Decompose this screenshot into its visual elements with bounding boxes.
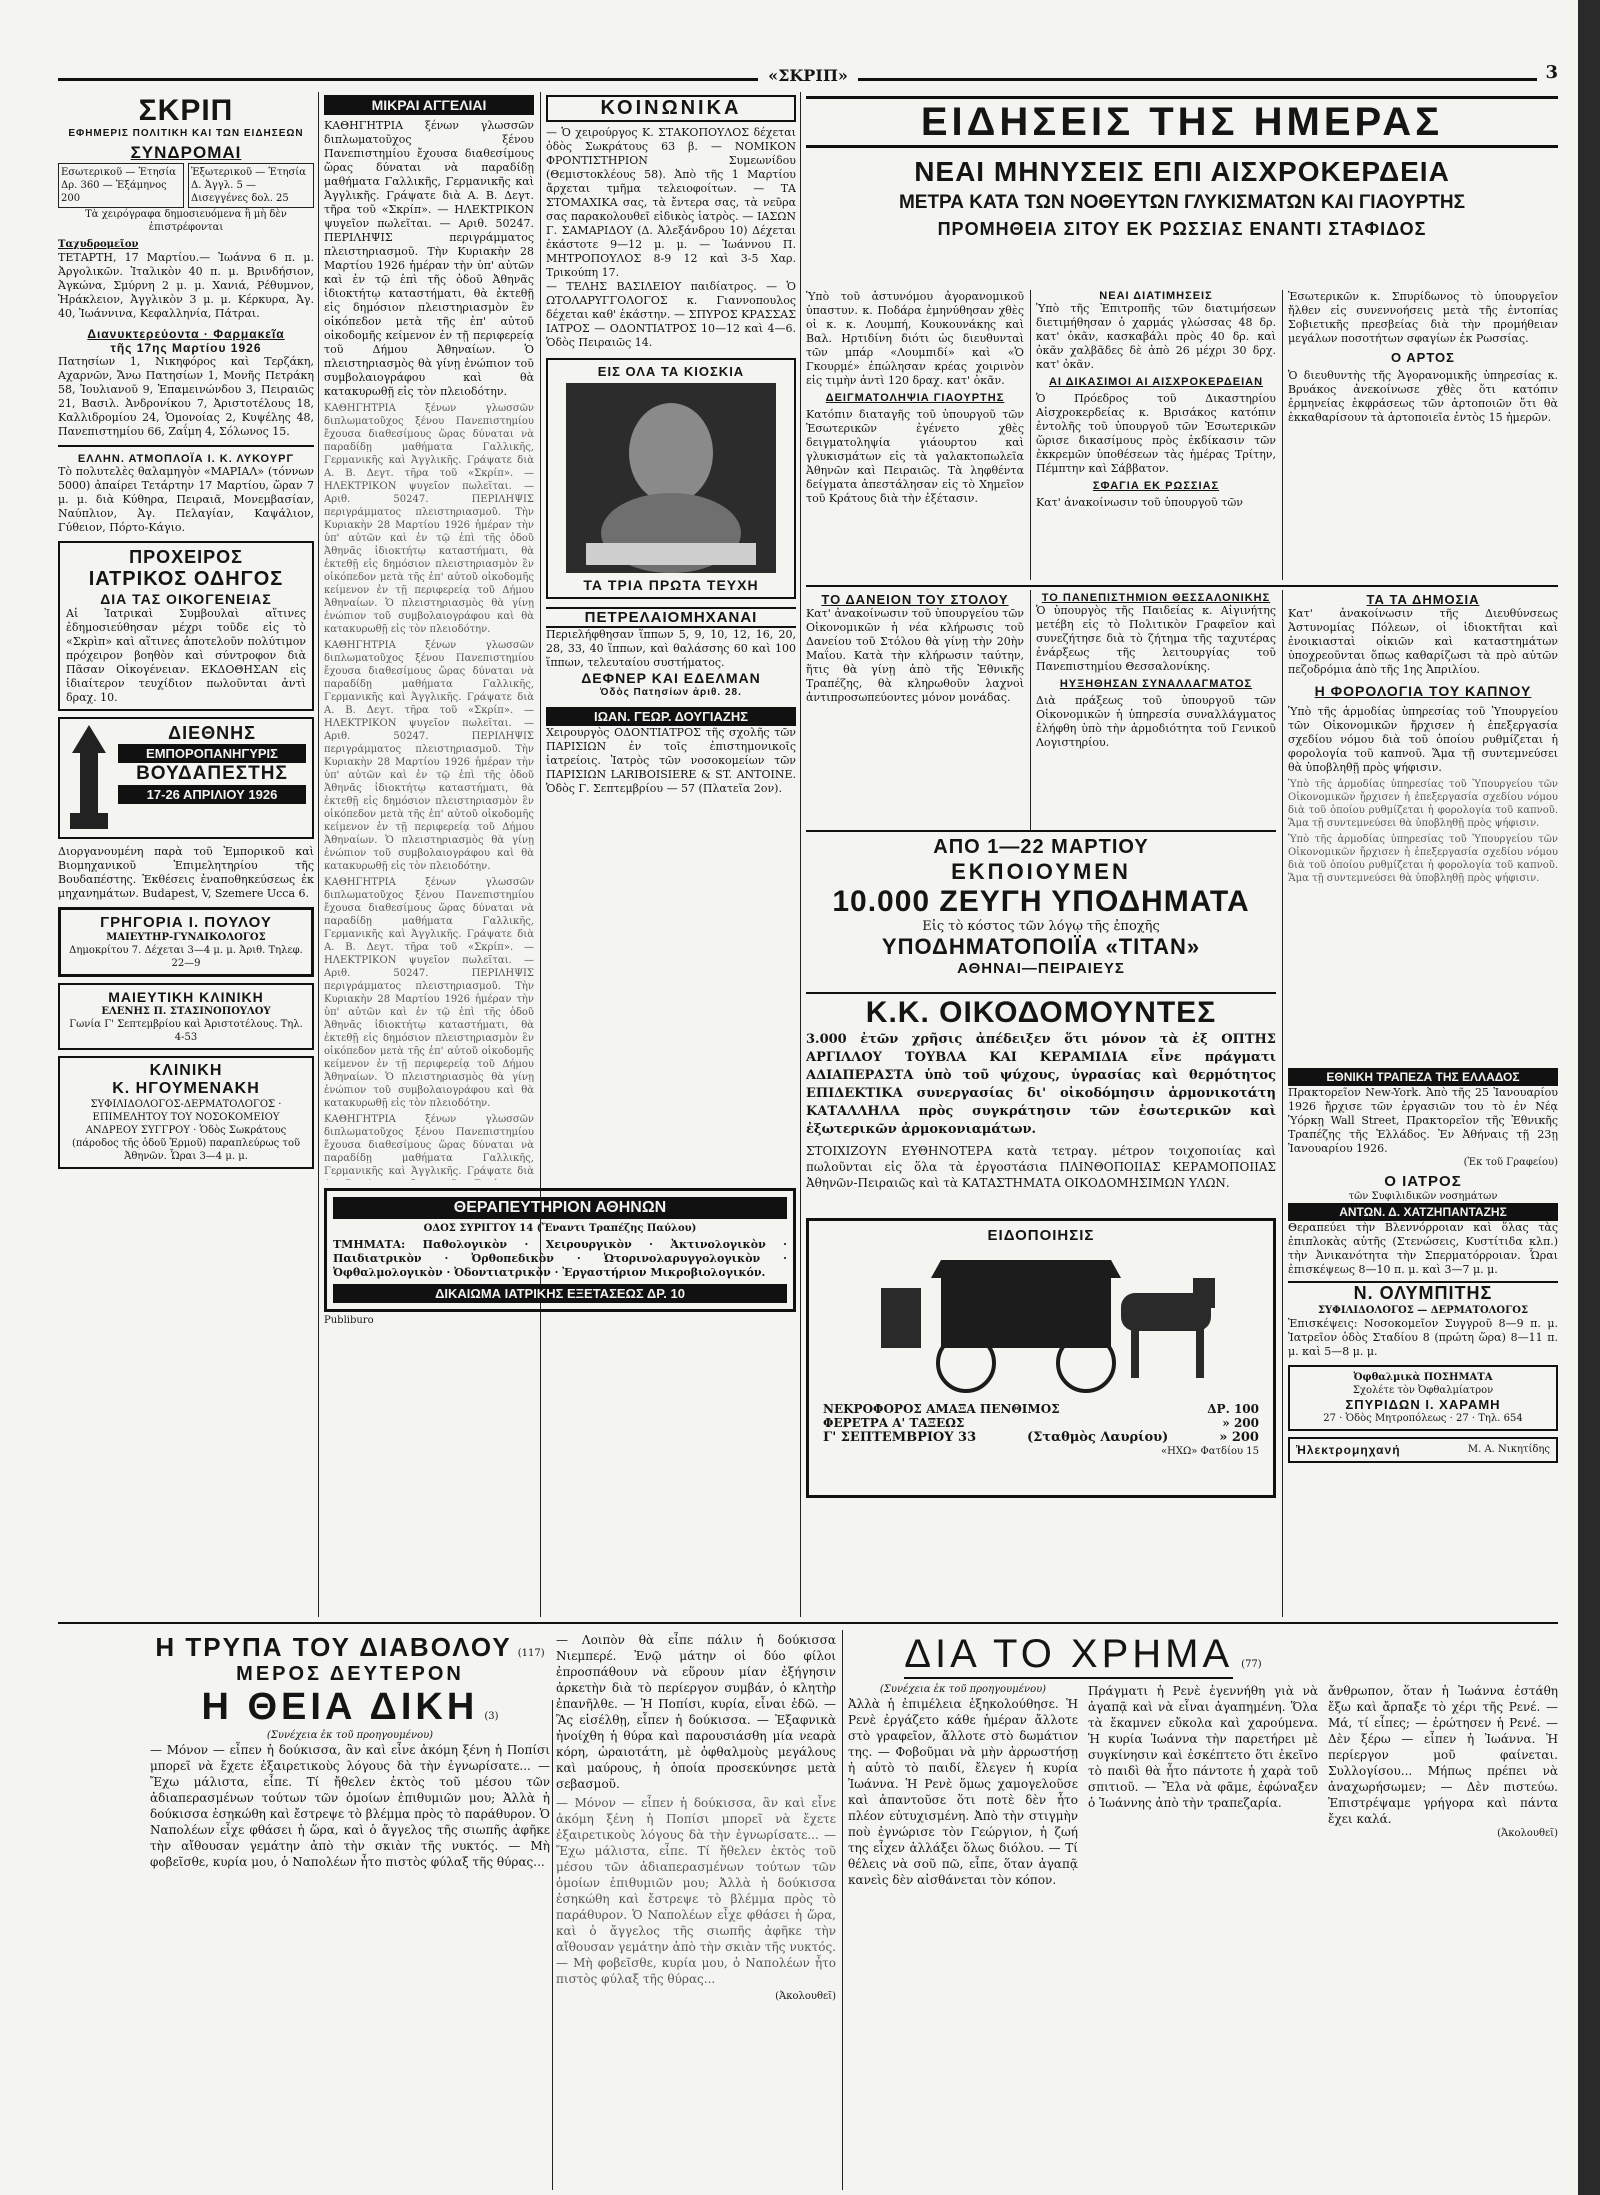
- column-1: [58, 95, 314, 1615]
- column-rule: [842, 1630, 843, 2190]
- sidewalks-text: Κατ' ἀνακοίνωσιν τῆς Διευθύνσεως Ἀστυνομίας Πόλεων, οἱ ἰδιοκτῆται καὶ ἐνοικιασταὶ οἰκιῶν καὶ καταστημάτων ὑποχρεοῦνται ὅπως καθαρίζωσι τὰ πρὸ αὐτῶν πεζοδρόμια ἀπὸ τῆς 1ης Ἀπριλίου.: [1288, 607, 1558, 676]
- doctor-text: Θεραπεύει τὴν Βλεννόρροιαν καὶ ὅλας τὰς ἐπιπλοκὰς αὐτῆς (Στενώσεις, Κυστίτιδα κλπ.) τὴν Ἀνικανότητα τὴν Σπερματόρροιαν. Ὧραι ἐπισκέψεως 8—10 π. μ. καὶ 3—7 μ. μ.: [1288, 1221, 1558, 1276]
- divider: [58, 445, 314, 447]
- column-rule: [1282, 590, 1283, 1617]
- right-ads-column: [1288, 1068, 1558, 1613]
- fleet-loan-heading: ΤΟ ΔΑΝΕΙΟΝ ΤΟΥ ΣΤΟΛΟΥ: [821, 592, 1009, 607]
- therapy-fee: ΔΙΚΑΙΩΜΑ ΙΑΤΡΙΚΗΣ ΕΞΕΤΑΣΕΩΣ ΔΡ. 10: [333, 1284, 787, 1303]
- tobacco-tax-heading: Η ΦΟΡΟΛΟΓΙΑ ΤΟΥ ΚΑΠΝΟΥ: [1314, 683, 1532, 699]
- feuilleton2-col-c: [1328, 1683, 1558, 1888]
- clinic2-heading: ΚΛΙΝΙΚΗ: [149, 1062, 223, 1079]
- shoes-heading-2: 10.000 ΖΕΥΓΗ ΥΠΟΔΗΜΑΤΑ: [832, 885, 1250, 918]
- therapy-ad: [324, 1188, 796, 1312]
- clinic2-name: Κ. ΗΓΟΥΜΕΝΑΚΗ: [112, 1080, 260, 1097]
- therapy-heading: ΘΕΡΑΠΕΥΤΗΡΙΟΝ ΑΘΗΝΩΝ: [333, 1197, 787, 1219]
- small-ads-text: ΚΑΘΗΓΗΤΡΙΑ ξένων γλωσσῶν διπλωματοῦχος ξένου Πανεπιστημίου ἔχουσα διαθεσίμους ὥρας δύναται νὰ παραδίδῃ μαθήματα Γαλλικῆς, Γερμανικῆς καὶ Ἀγγλικῆς. Γράψατε διὰ Α. Β. Δεγτ. τῆρα τοῦ «Σκρίπ». — ΗΛΕΚΤΡΙΚΟΝ ψυγεῖον πωλεῖται. — Αριθ. 50247. ΠΕΡΙΛΗΨΙΣ περιγράμματος πλειστηριασμοῦ. Τὴν Κυριακὴν 28 Μαρτίου 1926 ἡμέραν τὴν ὑπ' αὐτῶν καὶ ἐν τῷ ἐπὶ τῆς ὁδοῦ Ἀθηνᾶς ἰδιοκτήτῳ καταστήματι, θὰ ἐκτεθῇ εἰς δημόσιον πλειστηριασμὸν ἓν οἰκόπεδον μετὰ τῆς ἐπ' αὐτοῦ οἰκοδομῆς κείμενον ἐν τῇ περιφερείᾳ τοῦ Δήμου Ἀθηναίων. Ὁ πλειστηριασμὸς θὰ γίνῃ ἐνώπιον τοῦ συμβολαιογράφου καὶ θὰ κατακυρωθῇ εἰς τὸν πλειοδότην.: [324, 119, 534, 398]
- shoes-brand: ΥΠΟΔΗΜΑΤΟΠΟΙΪΑ «TITAN»: [881, 934, 1201, 959]
- hearse-footer: «ΗΧΩ» Φατδίου 15: [1161, 1446, 1259, 1457]
- page-number: 3: [1537, 62, 1558, 83]
- maternity-clinic-ad: [58, 983, 314, 1050]
- news-subhead-courts: ΑΙ ΔΙΚΑΣΙΜΟΙ ΑΙ ΑΙΣΧΡΟΚΕΡΔΕΙΑΝ: [1048, 376, 1264, 388]
- midwife-name: ΓΡΗΓΟΡΙΑ Ι. ΠΟΥΛΟΥ: [100, 914, 272, 931]
- pharmacy-heading: Διανυκτερεύοντα · Φαρμακεῖα: [87, 327, 285, 341]
- hearse-line-1: ΝΕΚΡΟΦΟΡΟΣ ΑΜΑΞΑ ΠΕΝΘΙΜΟΣ: [823, 1402, 1060, 1416]
- news-subhead-bread: Ο ΑΡΤΟΣ: [1391, 350, 1455, 365]
- subscriptions-heading: ΣΥΝΔΡΟΜΑΙ: [130, 143, 242, 162]
- small-ads-text-continued: ΚΑΘΗΓΗΤΡΙΑ ξένων γλωσσῶν διπλωματοῦχος ξένου Πανεπιστημίου ἔχουσα διαθεσίμους ὥρας δύναται νὰ παραδίδῃ μαθήματα Γαλλικῆς, Γερμανικῆς καὶ Ἀγγλικῆς. Γράψατε διὰ: [324, 1114, 534, 1177]
- hearse-price-row: [809, 1416, 1273, 1430]
- tobacco-tax-text-continued: Ὑπὸ τῆς ἁρμοδίας ὑπηρεσίας τοῦ Ὑπουργείου τῶν Οἰκονομικῶν ἤρχισεν ἡ ἐπεξεργασία σχεδίου νόμου διὰ τοῦ ὁποίου ρυθμίζεται ἡ φορολογία τοῦ καπνοῦ. Ἅμα τῇ συντεμνεύσει θὰ ὑποβληθῇ πρὸς ψήφισιν.: [1288, 779, 1558, 829]
- feuilleton1-subtitle-row: [150, 1686, 550, 1729]
- shoes-date: ΑΠΟ 1—22 ΜΑΡΤΙΟΥ: [933, 836, 1149, 858]
- hearse-price-3: » 200: [1219, 1430, 1259, 1445]
- pharmacy-date: τῆς 17ης Μαρτίου 1926: [110, 341, 262, 355]
- publiburo-credit: Publiburo: [324, 1315, 374, 1326]
- doctor-name: ΑΝΤΩΝ. Δ. ΧΑΤΖΗΠΑΝΤΑΖΗΣ: [1288, 1203, 1558, 1221]
- doctor-specialty: τῶν Συφιλιδικῶν νοσημάτων: [1348, 1191, 1498, 1202]
- electric-ad: [1288, 1437, 1558, 1463]
- feuilleton1-text: — Μόνον — εἶπεν ἡ δούκισσα, ἂν καὶ εἶνε ἀκόμη ξένη ἡ Ποπίσι μπορεῖ νὰ ἔχετε ἐξαιρετικοὺς λόγους δὰ τὴν ἐγνωρίσατε... — Ἔχω μάλιστα, εἶπε. Τί ἤθελεν ἐκτὸς τοῦ μέσου τῶν ἀδιαπερασμένων τούτων τῶν ὁμοίων ἐπιθυμιῶν μου; Ἀλλὰ ἡ δούκισσα ἐσηκώθη καὶ ἔστρεψε τὸ βλέμμα πρὸς τὸ παράθυρον. Ὁ Ναπολέων εἶχε φθάσει ἡ ὥρα, καὶ ὁ ἄγγελος τῆς σιωπῆς ἀφῆκε τὴν αἴθουσαν γεμάτην ἀπὸ τὴν σκιὰν τῆς νυκτός. — Μὴ φοβεῖσθε, κυρία μου, ὁ Ναπολέων ἦτο πιστὸς φύλαξ τῆς θύρας...: [150, 1743, 550, 1869]
- column-rule: [1030, 590, 1031, 830]
- fair-heading-3: ΒΟΥΔΑΠΕΣΤΗΣ: [136, 763, 288, 784]
- olympitis-text: Ἐπισκέψεις: Νοσοκομεῖον Συγγροῦ 8—9 π. μ. Ἰατρεῖον ὁδὸς Σταδίου 8 (πρώτη ὥρα) 8—11 π. μ. καὶ 5—8 μ. μ.: [1288, 1317, 1558, 1358]
- hearse-heading: ΕΙΔΟΠΟΙΗΣΙΣ: [987, 1227, 1095, 1244]
- dentist-text: Χειρουργὸς ΟΔΟΝΤΙΑΤΡΟΣ τῆς σχολῆς τῶν ΠΑΡΙΣΙΩΝ ἐν τοῖς ἐπιστημονικοῖς ἰατρείοις. Ἰατρὸς τῶν νοσοκομείων τῶν ΠΑΡΙΣΙΩΝ LARIBOISIERE & ST. ANTOINE. Ὁδὸς Γ. Σεπτεμβρίου — 57 (Πλατεῖα 2ον).: [546, 726, 796, 795]
- column-2: [324, 95, 534, 1180]
- eye-doctor-ad: [1288, 1365, 1558, 1431]
- paper-subtitle: ΕΦΗΜΕΡΙΣ ΠΟΛΙΤΙΚΗ ΚΑΙ ΤΩΝ ΕΙΔΗΣΕΩΝ: [68, 128, 304, 139]
- mail-heading: Ταχυδρομεῖον: [58, 239, 139, 250]
- feuilleton1-subtitle: Η ΘΕΙΑ ΔΙΚΗ: [201, 1686, 479, 1728]
- shoes-city: ΑΘΗΝΑΙ—ΠΕΙΡΑΙΕΥΣ: [957, 960, 1125, 977]
- exchange-heading: ΗΥΞΗΘΗΣΑΝ ΣΥΝΑΛΛΑΓΜΑΤΟΣ: [1059, 678, 1253, 690]
- column-rule: [318, 92, 319, 1617]
- medical-guide-ad: [58, 541, 314, 711]
- feuilleton2-text-2: Πράγματι ἡ Ρενὲ ἐγεννήθη γιὰ νὰ ἀγαπᾷ καὶ νὰ εἶναι ἀγαπημένη. Ὅλα τὰ ἔκαμνεν εὔκολα καὶ χαρούμενα. Ἡ κυρία Ἰωάννα τὴν παρετήρει μὲ συγκίνησιν καὶ ἐσκέπτετο ὅτι ἐκεῖνο τὸ παιδὶ θὰ ἦτο πάντοτε ἡ χαρὰ τοῦ σπιτιοῦ. — Ἔλα νὰ φᾶμε, ἐφώναξεν ὁ Ἰωάννης ἀπὸ τὴν τραπεζαρία.: [1088, 1684, 1318, 1810]
- public-notices-article: [1288, 592, 1558, 1062]
- column-rule: [800, 92, 801, 1617]
- olympitis-specialty: ΣΥΦΙΛΙΔΟΛΟΓΟΣ — ΔΕΡΜΑΤΟΛΟΓΟΣ: [1317, 1305, 1529, 1316]
- feuilleton2-continued: (Συνέχεια ἐκ τοῦ προηγουμένου): [879, 1684, 1047, 1695]
- news-headline-3: ΠΡΟΜΗΘΕΙΑ ΣΙΤΟΥ ΕΚ ΡΩΣΣΙΑΣ ΕΝΑΝΤΙ ΣΤΑΦΙΔΟΣ: [937, 219, 1427, 239]
- feuilleton1-part: ΜΕΡΟΣ ΔΕΥΤΕΡΟΝ: [236, 1663, 464, 1685]
- fair-heading-2: ΕΜΠΟΡΟΠΑΝΗΓΥΡΙΣ: [118, 744, 306, 763]
- fleet-loan-text: Κατ' ἀνακοίνωσιν τοῦ ὑπουργείου τῶν Οἰκονομικῶν ἡ νέα κλήρωσις τοῦ Δανείου τοῦ Στόλου θὰ γίνῃ τὴν 20ὴν Μαΐου. Κατὰ τὴν κλήρωσιν ταύτην, ἥτις θὰ γίνῃ ἀπὸ τῆς Ἐθνικῆς Τραπέζης, θὰ κληρωθοῦν λαχνοὶ ἀντιπροσωπεύοντες μόνον μονάδας.: [806, 607, 1024, 704]
- column-rule: [1030, 290, 1031, 580]
- hearse-ad: [806, 1218, 1276, 1498]
- news-text-1b: Κατόπιν διαταγῆς τοῦ ὑπουργοῦ τῶν Ἐσωτερικῶν ἐγένετο χθὲς δειγματοληψία γιάουρτου καὶ γλυκισμάτων εἰς τὰ γαλακτοπωλεῖα Ἀθηνῶν καὶ Πειραιῶς. Τὰ ληφθέντα δείγματα ἀπεστάλησαν εἰς τὸ Χημεῖον τοῦ Κράτους διὰ τὴν ἐξέτασιν.: [806, 408, 1024, 505]
- eye-subheading: Σχολέτε τὸν Ὀφθαλμίατρον: [1352, 1385, 1494, 1396]
- news-subhead-yogurt: ΔΕΙΓΜΑΤΟΛΗΨΙΑ ΓΙΑΟΥΡΤΗΣ: [825, 392, 1005, 404]
- hearse-price-2: » 200: [1222, 1416, 1259, 1430]
- doctor-heading: Ο ΙΑΤΡΟΣ: [1384, 1173, 1462, 1190]
- hearse-price-1: ΔΡ. 100: [1207, 1402, 1259, 1416]
- guide-heading-1: ΠΡΟΧΕΙΡΟΣ: [129, 547, 243, 567]
- feuilleton2-title-row: [848, 1632, 1318, 1679]
- electric-heading: Ἠλεκτρομηχανή: [1296, 1443, 1401, 1457]
- masthead-title: «ΣΚΡΙΠ»: [758, 66, 858, 85]
- midwife-ad: [58, 907, 314, 977]
- guide-heading-2: ΙΑΤΡΙΚΟΣ ΟΔΗΓΟΣ: [88, 568, 284, 590]
- hearse-line-2: ΦΕΡΕΤΡΑ Α' ΤΑΞΕΩΣ: [823, 1416, 965, 1430]
- hearse-price-row: [809, 1430, 1273, 1445]
- hearse-carriage-icon: [821, 1248, 1261, 1398]
- news-column-2: [1036, 290, 1276, 580]
- feuilleton1-text-2: — Λοιπὸν θὰ εἶπε πάλιν ἡ δούκισσα Νιεμπερέ. Ἐνῷ μάτην οἱ δύο φίλοι ἐπροσπάθουν νὰ εὕρουν μίαν ἐξήγησιν ἀρκετὴν διὰ τὸ περίεργον συμβάν, ὁ κλητὴρ ἐπανῆλθε. — Ἡ Ποπίσι, κυρία, εἶναι ἐδῶ. — Ἂς εἰσέλθῃ, εἶπεν ἡ δούκισσα. — Ἐξαφνικὰ ἠνοίχθη ἡ θύρα καὶ παρουσιάσθη μία νεαρὰ κόρη, ὡραιοτάτη, μὲ ὀφθαλμοὺς μεγάλους καὶ μαύρους, ἡ ὁποία προσεκύνησε μετὰ σεβασμοῦ.: [556, 1633, 836, 1791]
- small-ads-text-continued: ΚΑΘΗΓΗΤΡΙΑ ξένων γλωσσῶν διπλωματοῦχος ξένου Πανεπιστημίου ἔχουσα διαθεσίμους ὥρας δύναται νὰ παραδίδῃ μαθήματα Γαλλικῆς, Γερμανικῆς καὶ Ἀγγλικῆς. Γράψατε διὰ Α. Β. Δεγτ. τῆρα τοῦ «Σκρίπ». — ΗΛΕΚΤΡΙΚΟΝ ψυγεῖον πωλεῖται. — Αριθ. 50247. ΠΕΡΙΛΗΨΙΣ περιγράμματος πλειστηριασμοῦ. Τὴν Κυριακὴν 28 Μαρτίου 1926 ἡμέραν τὴν ὑπ' αὐτῶν καὶ ἐν τῷ ἐπὶ τῆς ὁδοῦ Ἀθηνᾶς ἰδιοκτήτῳ καταστήματι, θὰ ἐκτεθῇ εἰς δημόσιον πλειστηριασμὸν ἓν οἰκόπεδον μετὰ τῆς ἐπ' αὐτοῦ οἰκοδομῆς κείμενον ἐν τῇ περιφερείᾳ τοῦ Δήμου Ἀθηναίων. Ὁ πλειστηριασμὸς θὰ γίνῃ ἐνώπιον τοῦ συμβολαιογράφου καὶ θὰ κατακυρωθῇ εἰς τὸν πλειοδότην.: [324, 403, 534, 635]
- shipping-text: Τὸ πολυτελὲς θαλαμηγὸν «ΜΑΡΙΑΛ» (τόννων 5000) ἀπαίρει Τετάρτην 17 Μαρτίου, ὥραν 7 μ. μ. διὰ Κύθηρα, Πειραιᾶ, Μονεμβασίαν, Ναύπλιον, Ἀγ. Πελαγίαν, Καψάλιον, Γύθειον, Πόρτο-Κάγιο.: [58, 465, 314, 534]
- clinic-owner: ΕΛΕΝΗΣ Π. ΣΤΑΣΙΝΟΠΟΥΛΟΥ: [101, 1006, 271, 1017]
- exchange-text: Διὰ πράξεως τοῦ ὑπουργοῦ τῶν Οἰκονομικῶν ἡ ὑπηρεσία συναλλάγματος ἐλήφθη ὑπὸ τὴν ἁρμοδιότητα τοῦ Γενικοῦ Λογιστηρίου.: [1036, 694, 1276, 749]
- news-banner: ΕΙΔΗΣΕΙΣ ΤΗΣ ΗΜΕΡΑΣ: [806, 96, 1558, 148]
- therapy-column: [324, 1188, 796, 1613]
- small-ads-text-continued: ΚΑΘΗΓΗΤΡΙΑ ξένων γλωσσῶν διπλωματοῦχος ξένου Πανεπιστημίου ἔχουσα διαθεσίμους ὥρας δύναται νὰ παραδίδῃ μαθήματα Γαλλικῆς, Γερμανικῆς καὶ Ἀγγλικῆς. Γράψατε διὰ Α. Β. Δεγτ. τῆρα τοῦ «Σκρίπ». — ΗΛΕΚΤΡΙΚΟΝ ψυγεῖον πωλεῖται. — Αριθ. 50247. ΠΕΡΙΛΗΨΙΣ περιγράμματος πλειστηριασμοῦ. Τὴν Κυριακὴν 28 Μαρτίου 1926 ἡμέραν τὴν ὑπ' αὐτῶν καὶ ἐν τῷ ἐπὶ τῆς ὁδοῦ Ἀθηνᾶς ἰδιοκτήτῳ καταστήματι, θὰ ἐκτεθῇ εἰς δημόσιον πλειστηριασμὸν ἓν οἰκόπεδον μετὰ τῆς ἐπ' αὐτοῦ οἰκοδομῆς κείμενον ἐν τῇ περιφερείᾳ τοῦ Δήμου Ἀθηναίων. Ὁ πλειστηριασμὸς θὰ γίνῃ ἐνώπιον τοῦ συμβολαιογράφου καὶ θὰ κατακυρωθῇ εἰς τὸν πλειοδότην.: [324, 640, 534, 872]
- news-subhead-prices: ΝΕΑΙ ΔΙΑΤΙΜΗΣΕΙΣ: [1099, 290, 1213, 302]
- news-headline-2: ΜΕΤΡΑ ΚΑΤΑ ΤΩΝ ΝΟΘΕΥΤΩΝ ΓΛΥΚΙΣΜΑΤΩΝ ΚΑΙ ΓΙΑΟΥΡΤΗΣ: [898, 192, 1466, 213]
- hearse-line-3: Γ' ΣΕΠΤΕΜΒΡΙΟΥ 33: [823, 1430, 977, 1445]
- university-heading: ΤΟ ΠΑΝΕΠΙΣΤΗΜΙΟΝ ΘΕΣΣΑΛΟΝΙΚΗΣ: [1041, 592, 1271, 604]
- feuilleton1-subnum: (3): [484, 1711, 499, 1722]
- builders-text-2: ΣΤΟΙΧΙΖΟΥΝ ΕΥΘΗΝΟΤΕΡΑ κατὰ τετραγ. μέτρον τοιχοποιίας καὶ πωλοῦνται εἰς ὅλα τὰ ἐργοστάσια ΠΛΙΝΘΟΠΟΙΙΑΣ ΚΕΡΑΜΟΠΟΙΙΑΣ Ἀθηνῶν-Πειραιῶς καὶ τὰ ΚΑΤΑΣΤΗΜΑΤΑ ΟΙΚΟΔΟΜΗΣΙΜΩΝ ΥΛΩΝ.: [806, 1144, 1276, 1190]
- news-text-2c: Κατ' ἀνακοίνωσιν τοῦ ὑπουργοῦ τῶν: [1036, 496, 1243, 509]
- clinic-heading: ΜΑΙΕΥΤΙΚΗ ΚΛΙΝΙΚΗ: [108, 989, 264, 1005]
- small-ads-heading: ΜΙΚΡΑΙ ΑΓΓΕΛΙΑΙ: [324, 95, 534, 115]
- fair-monument-icon: [66, 723, 112, 833]
- page-edge-shadow: [1578, 0, 1600, 2195]
- budapest-fair-ad: [58, 717, 314, 839]
- news-text-1: Ὑπὸ τοῦ ἀστυνόμου ἀγορανομικοῦ ὑπαστυν. κ. Ποδάρα ἐμηνύθησαν χθὲς οἱ κ. κ. Λουμπή, Κουκουνάκης καὶ Βαλ. Ηρτιδίνη διότι ὡς διευθυνταὶ τῶν μπάρ «Λουμπιδί» καὶ «Ὁ Γκουρμέ» ἐπώλησαν κρέας χοιρινὸν εἰς τιμὴν ἀντὶ 120 δραχ. κατ' ὀκᾶν.: [806, 290, 1024, 387]
- magazine-cover-image: [566, 383, 776, 573]
- eye-doctor-address: 27 · Ὁδὸς Μητροπόλεως · 27 · Τηλ. 654: [1323, 1413, 1523, 1424]
- subs-foreign: Ἐξωτερικοῦ — Ἐτησία Δ. Ἀγγλ. 5 — Δισεγγένες δολ. 25: [188, 163, 314, 208]
- news-text-3: Ἐσωτερικῶν κ. Σπυρίδωνος τὸ ὑπουργεῖον ἤλθεν εἰς συνεννοήσεις μετὰ τῆς ἐντοπίας Σοβιετικῆς πρεσβείας διὰ τὴν προμήθειαν μεγάλων ποσοτήτων σφαγίων ἐκ Ρωσσίας.: [1288, 290, 1558, 345]
- feuilleton2-follows: (Ἀκολουθεῖ): [1497, 1828, 1558, 1839]
- pharmacy-text: Πατησίων 1, Νικηφόρος καὶ Τερζάκη, Αχαρνῶν, Ἄνω Πατησίων 1, Μονῆς Πετράκη 58, Ἰουλιανοῦ 9, Ἐπαμεινώνδου 3, Πειραιῶς 21, Βασιλ. Ἀνδρονίκου 7, Ἀριστοτέλους 18, Καλλιδρομίου 24, Ὁμονοίας 2, Κυψέλης 48, Πανεπιστημίου 66, Ζαΐμη 4, Σόλωνος 15.: [58, 355, 314, 438]
- subs-note: Τὰ χειρόγραφα δημοσιευόμενα ἢ μὴ δὲν ἐπιστρέφονται: [85, 209, 287, 233]
- therapy-departments: ΤΜΗΜΑΤΑ: Παθολογικὸν · Χειρουργικὸν · Ἀκτινολογικὸν · Παιδιατρικὸν · Ὀρθοπεδικὸν · Ὠτορινολαρυγγολογικὸν · Ὀφθαλμολογικὸν · Ὀδοντιατρικὸν · Ἐργαστήριον Μικροβιολογικόν.: [333, 1238, 787, 1279]
- dentist-heading: ΙΩΑΝ. ΓΕΩΡ. ΔΟΥΓΙΑΖΗΣ: [546, 707, 796, 726]
- feuilleton1-follows: (Ἀκολουθεῖ): [775, 1991, 836, 2002]
- news-subhead-russia: ΣΦΑΓΙΑ ΕΚ ΡΩΣΣΙΑΣ: [1092, 480, 1220, 492]
- bank-text: Πρακτορεῖον New-York. Ἀπὸ τῆς 25 Ἰανουαρίου 1926 ἤρχισε τῶν ἐργασιῶν του τὸ ἐν Νέᾳ Ὑόρκῃ Wall Street, Πρακτορεῖον τῆς Ἐθνικῆς Τραπέζης τῆς Ἑλλάδος. Ἐν Ἀθήναις τῇ 23ῃ Ἰανουαρίου 1926.: [1288, 1086, 1558, 1155]
- column-rule: [1282, 290, 1283, 580]
- subs-domestic: Εσωτερικοῦ — Ἐτησία Δρ. 360 — Ἑξάμηνος 200: [58, 163, 184, 208]
- news-column-1: [806, 290, 1024, 580]
- therapy-address: ΟΔΟΣ ΣΥΡΙΓΓΟΥ 14 (Ἔναντι Τραπέζης Παύλου): [423, 1223, 697, 1234]
- social-text-1: — Ὁ χειρούργος Κ. ΣΤΑΚΟΠΟΥΛΟΣ δέχεται ὁδὸς Σωκράτους 63 β. — ΝΟΜΙΚΟΝ ΦΡΟΝΤΙΣΤΗΡΙΟΝ Συμεωνίδου (Θεμιστοκλέους 58). Ἀπὸ τῆς 1 Μαρτίου ἄρχεται τμῆμα τελειοφοίτων. — ΤΑ ΣΤΟΜΑΧΙΚΑ σας, τὰ ἔντερα σας, τὰ νεῦρα σας παρακολουθεῖ εἰδικὸς ἰατρὸς. — ΙΑΣΩΝ Γ. ΣΑΜΑΡΙΔΟΥ (Δ. Ἀλεξάνδρου 10) Δέχεται ἑκάστοτε 9—12 μ. μ. — Ἰωάννου Π. ΜΗΤΡΟΠΟΥΛΟΣ 8-9 12 καὶ 3-5 Χαρ. Τρικούπη 17.: [546, 126, 796, 279]
- fair-heading-1: ΔΙΕΘΝΗΣ: [168, 723, 256, 743]
- guide-text: Αἱ Ἰατρικαὶ Συμβουλαὶ αἵτινες ἐδημοσιεύθησαν μέχρι τοῦδε εἰς τὸ «Σκρὶπ» καὶ αἵτινες ἀποτελοῦν πολύτιμον πρόχειρον βοηθὸν καὶ σύντροφον διὰ Πᾶσαν Οἰκογένειαν. ΕΚΔΟΘΗΣΑΝ εἰς ἰδιαίτερον τευχίδιον πωλοῦνται ἀντὶ δραχ. 10.: [66, 607, 306, 704]
- feuilleton2-title: ΔΙΑ ΤΟ ΧΡΗΜΑ: [904, 1632, 1233, 1679]
- petrol-engine-text: Περιελήφθησαν ἵππων 5, 9, 10, 12, 16, 20, 28, 33, 40 ἵππων, καὶ θαλάσσης 60 καὶ 100 ἵππων, τελευταίου συστήματος.: [546, 628, 796, 669]
- clinic2-text: ΣΥΦΙΛΙΔΟΛΟΓΟΣ-ΔΕΡΜΑΤΟΛΟΓΟΣ · ΕΠΙΜΕΛΗΤΟΥ ΤΟΥ ΝΟΣΟΚΟΜΕΙΟΥ ΑΝΔΡΕΟΥ ΣΥΓΓΡΟΥ · Ὁδὸς Σωκράτους (πάροδος τῆς ὁδοῦ Ἑρμοῦ) παραπλεύρως τοῦ Ἀθηνῶν. Ὧραι 3—4 μ. μ.: [71, 1099, 301, 1162]
- news-text-2b: Ὁ Πρόεδρος τοῦ Δικαστηρίου Αἰσχροκερδείας κ. Βρισάκος κατόπιν ἐντολῆς τοῦ ὑπουργοῦ τῶν Ἐσωτερικῶν ὥρισε δικασίμους πρὸς ἐκδίκασιν τῶν ἐκκρεμῶν ὑποθέσεων τὰς ἡμέρας Τρίτην, Πέμπτην καὶ Σάββατον.: [1036, 392, 1276, 475]
- paper-title: ΣΚΡΙΠ: [138, 95, 234, 127]
- feuilleton1-title: Η ΤΡΥΠΑ ΤΟΥ ΔΙΑΒΟΛΟΥ: [155, 1632, 512, 1662]
- feuilleton1-number: (117): [517, 1648, 545, 1659]
- olympitis-heading: Ν. ΟΛΥΜΠΙΤΗΣ: [1288, 1281, 1558, 1304]
- tobacco-tax-text: Ὑπὸ τῆς ἁρμοδίας ὑπηρεσίας τοῦ Ὑπουργείου τῶν Οἰκονομικῶν ἤρχισεν ἡ ἐπεξεργασία σχεδίου νόμου διὰ τοῦ ὁποίου ρυθμίζεται ἡ φορολογία τοῦ καπνοῦ. Ἅμα τῇ συντεμνεύσει θὰ ὑποβληθῇ πρὸς ψήφισιν.: [1288, 705, 1558, 774]
- news-column-3: [1288, 290, 1558, 580]
- guide-heading-3: ΔΙΑ ΤΑΣ ΟΙΚΟΓΕΝΕΙΑΣ: [100, 591, 272, 607]
- sidewalks-heading: ΤΑ ΤΑ ΔΗΜΟΣΙΑ: [1366, 592, 1480, 607]
- social-text-2: — ΤΕΛΗΣ ΒΑΣΙΛΕΙΟΥ παιδίατρος. — Ὁ ΩΤΟΛΑΡΥΓΓΟΛΟΓΟΣ κ. Γιαννοπουλος δέχεται καθ' ἑκάστην. — ΣΠΥΡΟΣ ΚΡΑΣΣΑΣ ΙΑΤΡΟΣ — ΟΔΟΝΤΙΑΤΡΟΣ 10—12 καὶ 4—6. Ὁδὸς Πειραιῶς 14.: [546, 280, 796, 349]
- builders-ad: [806, 995, 1276, 1213]
- bank-footer: (Ἐκ τοῦ Γραφείου): [1463, 1157, 1558, 1168]
- feuilleton2-col-a: [848, 1683, 1078, 1888]
- shoes-heading-1: ΕΚΠΟΙΟΥΜΕΝ: [951, 859, 1131, 884]
- feuilleton2-columns: [848, 1683, 1558, 1888]
- mail-text: ΤΕΤΑΡΤΗ, 17 Μαρτίου.— Ἰωάννα 6 π. μ. Ἀργολικῶν. Ἰταλικὸν 40 π. μ. Βρινδήσιον, Ἀγκώνα, Σμύρνη 2 μ. μ. Χανιά, Ρέθυμνον, Ἡράκλειον, Ἀγγλικὸν 3 μ. μ. Κέρκυρα, Ἀγ. 40, Ἰωάννινα, Κεφαλληνία, Πάτραι.: [58, 251, 314, 320]
- petrol-engine-address: Ὁδὸς Πατησίων ἀριθ. 28.: [600, 687, 742, 698]
- column-3: [546, 95, 796, 1180]
- feuilleton2-text-3: ἄνθρωπον, ὅταν ἡ Ἰωάννα ἐστάθη ἔξω καὶ ἄρπαξε τὸ χέρι τῆς Ρενέ. — Μά, τί εἶπες; — ἐρώτησεν ἡ Ρενέ. — Δὲν ξέρω — εἶπεν ἡ Ἰωάννα. Ἡ περίεργον μοῦ φαίνεται. Συλλογίσου... Μήπως πρέπει νὰ ἀναχωρήσωμεν; — Δὲν πιστεύω. Ἐπιστρέψαμε γρήγορα καὶ πάντα ἔχει καλά.: [1328, 1684, 1558, 1826]
- masthead: [58, 62, 1558, 88]
- builders-text: 3.000 ἐτῶν χρῆσις ἀπέδειξεν ὅτι μόνον τὰ ἐξ ΟΠΤΗΣ ΑΡΓΙΛΛΟΥ ΤΟΥΒΛΑ ΚΑΙ ΚΕΡΑΜΙΔΙΑ εἶνε πράγματι ΑΔΙΑΠΕΡΑΣΤΑ ὑπὸ τοῦ ψύχους, ὑγρασίας καὶ θερμότητος ΕΠΙΔΕΚΤΙΚΑ συνεργασίας δι' οἰκοδόμησιν ἁρμονικοτάτη ΚΑΤΑΛΛΗΛΑ πρὸς συγκράτησιν τῶν ἐσωτερικῶν καὶ ἐξωτερικῶν ἀρμοκονιαμάτων.: [806, 1032, 1276, 1137]
- news-headline-1: ΝΕΑΙ ΜΗΝΥΣΕΙΣ ΕΠΙ ΑΙΣΧΡΟΚΕΡΔΕΙΑ: [914, 156, 1450, 187]
- small-ads-text-continued: ΚΑΘΗΓΗΤΡΙΑ ξένων γλωσσῶν διπλωματοῦχος ξένου Πανεπιστημίου ἔχουσα διαθεσίμους ὥρας δύναται νὰ παραδίδῃ μαθήματα Γαλλικῆς, Γερμανικῆς καὶ Ἀγγλικῆς. Γράψατε διὰ Α. Β. Δεγτ. τῆρα τοῦ «Σκρίπ». — ΗΛΕΚΤΡΙΚΟΝ ψυγεῖον πωλεῖται. — Αριθ. 50247. ΠΕΡΙΛΗΨΙΣ περιγράμματος πλειστηριασμοῦ. Τὴν Κυριακὴν 28 Μαρτίου 1926 ἡμέραν τὴν ὑπ' αὐτῶν καὶ ἐν τῷ ἐπὶ τῆς ὁδοῦ Ἀθηνᾶς ἰδιοκτήτῳ καταστήματι, θὰ ἐκτεθῇ εἰς δημόσιον πλειστηριασμὸν ἓν οἰκόπεδον μετὰ τῆς ἐπ' αὐτοῦ οἰκοδομῆς κείμενον ἐν τῇ περιφερείᾳ τοῦ Δήμου Ἀθηναίων. Ὁ πλειστηριασμὸς θὰ γίνῃ ἐνώπιον τοῦ συμβολαιογράφου καὶ θὰ κατακυρωθῇ εἰς τὸν πλειοδότην.: [324, 877, 534, 1109]
- feuilleton-divider: [58, 1622, 1558, 1624]
- eye-heading: Ὀφθαλμικὰ ΠΟΣΗΜΑΤΑ: [1353, 1372, 1493, 1383]
- subscriptions-table: [58, 163, 314, 208]
- news-header: [806, 96, 1558, 286]
- clinic-hegoumenaki-ad: [58, 1056, 314, 1169]
- fleet-loan-article: [806, 592, 1024, 827]
- university-text: Ὁ ὑπουργὸς τῆς Παιδείας κ. Αἰγινήτης μετέβη εἰς τὸ Πολιτικὸν Γραφεῖον καὶ συνεζήτησε διὰ τὸ ζήτημα τῆς ταχυτέρας ἐνάρξεως τῆς λειτουργίας τοῦ Πανεπιστημίου Θεσσαλονίκης.: [1036, 604, 1276, 673]
- feuilleton2-number: (77): [1241, 1659, 1262, 1670]
- titan-shoes-ad: [806, 830, 1276, 994]
- fair-dates: 17-26 ΑΠΡΙΛΙΟΥ 1926: [118, 785, 306, 804]
- fair-text: Διοργανουμένη παρὰ τοῦ Ἐμπορικοῦ καὶ Βιομηχανικοῦ Ἐπιμελητηρίου τῆς Βουδαπέστης. Ἐκθέσεις ἐναποθηκεύσεως ἐκ μηχανημάτων. Budapest, V, Szemere Ucca 6.: [58, 845, 314, 900]
- kiosk-subheading: ΤΑ ΤΡΙΑ ΠΡΩΤΑ ΤΕΥΧΗ: [583, 577, 759, 593]
- hearse-price-row: [809, 1402, 1273, 1416]
- feuilleton1-continued: (Συνέχεια ἐκ τοῦ προηγουμένου): [266, 1730, 434, 1741]
- university-article: [1036, 592, 1276, 827]
- midwife-address: Δημοκρίτου 7. Δέχεται 3—4 μ. μ. Ἀριθ. Τηλεφ. 22—9: [69, 945, 303, 969]
- feuilleton-for-money: [848, 1632, 1558, 2187]
- midwife-title: ΜΑΙΕΥΤΗΡ-ΓΥΝΑΙΚΟΛΟΓΟΣ: [106, 932, 266, 943]
- petrol-engine-firm: ΔΕΦΝΕΡ ΚΑΙ ΕΔΕΛΜΑΝ: [581, 670, 761, 686]
- shoes-heading-3: Εἰς τὸ κόστος τῶν λόγῳ τῆς ἐποχῆς: [922, 919, 1160, 934]
- eye-doctor-name: ΣΠΥΡΙΔΩΝ Ι. ΧΑΡΑΜΗ: [1345, 1397, 1501, 1412]
- feuilleton-devils-hole-2: [556, 1632, 836, 2187]
- clinic-address: Γωνία Γ' Σεπτεμβρίου καὶ Ἀριστοτέλους. Τηλ. 4-53: [69, 1019, 303, 1043]
- tobacco-tax-text-continued: Ὑπὸ τῆς ἁρμοδίας ὑπηρεσίας τοῦ Ὑπουργείου τῶν Οἰκονομικῶν ἤρχισεν ἡ ἐπεξεργασία σχεδίου νόμου διὰ τοῦ ὁποίου ρυθμίζεται ἡ φορολογία τοῦ καπνοῦ. Ἅμα τῇ συντεμνεύσει θὰ ὑποβληθῇ πρὸς ψήφισιν.: [1288, 834, 1558, 884]
- divider: [806, 585, 1558, 587]
- kiosk-heading: ΕΙΣ ΟΛΑ ΤΑ ΚΙΟΣΚΙΑ: [597, 364, 745, 379]
- feuilleton2-col-b: [1088, 1683, 1318, 1888]
- bank-heading: ΕΘΝΙΚΗ ΤΡΑΠΕΖΑ ΤΗΣ ΕΛΛΑΔΟΣ: [1288, 1068, 1558, 1086]
- news-text-3b: Ὁ διευθυντὴς τῆς Ἀγορανομικῆς ὑπηρεσίας κ. Βρυάκος ἀνεκοίνωσε χθὲς ὅτι κατόπιν ἐρμηνείας ἐκφράσεως τῶν ἀρτοποιῶν ὅτι θὰ ἐκκαθαρίσουν τὰ ἀρτοποιεῖα ἐντὸς 15 ἡμερῶν.: [1288, 369, 1558, 424]
- electric-name: Μ. Α. Νικητίδης: [1467, 1444, 1550, 1455]
- hearse-note: (Σταθμὸς Λαυρίου): [1027, 1430, 1169, 1445]
- feuilleton-devils-hole-1: [150, 1632, 550, 2187]
- builders-heading: Κ.Κ. ΟΙΚΟΔΟΜΟΥΝΤΕΣ: [865, 996, 1217, 1029]
- feuilleton2-text: Ἀλλὰ ἡ ἐπιμέλεια ἐξηκολούθησε. Ἡ Ρενὲ ἐργάζετο κάθε ἡμέραν ἄλλοτε στὸ γραφεῖον, ἄλλοτε στὸ δωμάτιον της. — Φοβοῦμαι νὰ μὴν ἀρρωστήσῃ ἡ αὐτὸ τὸ παιδί, ἔλεγεν ἡ κυρία Ἰωάννα. Ἡ Ρενὲ ὅμως χαμογελοῦσε καὶ ἀπαντοῦσε ὅτι ποτὲ δὲν ἦτο πλέον εὐτυχισμένη. Ἀπὸ τὴν στιγμὴν ποὺ ἐγνώρισε τὸν Γεώργιον, ἡ ζωή της εἶχεν ἀλλάξει ὅλως διόλου. — Τί θέλεις νὰ σοῦ πῶ, εἶπε, ὅταν ἀγαπᾷ κανεὶς δὲν αἰσθάνεται τὸν κόπον.: [848, 1697, 1078, 1887]
- news-text-2: Ὑπὸ τῆς Ἐπιτροπῆς τῶν διατιμήσεων διετιμήθησαν ὁ χαρμάς γλώσσας 48 δρ. κατ' ὀκᾶν, κασκαβάλι πρὸς 40 δρ. καὶ ὀκᾶν χαλβᾶδες δὲ ἀπὸ 26 μέχρι 30 δρχ. κατ' ὀκᾶν.: [1036, 302, 1276, 371]
- portrait-illustration-icon: [566, 383, 776, 573]
- feuilleton1-text-continued: — Μόνον — εἶπεν ἡ δούκισσα, ἂν καὶ εἶνε ἀκόμη ξένη ἡ Ποπίσι μπορεῖ νὰ ἔχετε ἐξαιρετικοὺς λόγους δὰ τὴν ἐγνωρίσατε... — Ἔχω μάλιστα, εἶπε. Τί ἤθελεν ἐκτὸς τοῦ μέσου τῶν ἀδιαπερασμένων τούτων τῶν ὁμοίων ἐπιθυμιῶν μου; Ἀλλὰ ἡ δούκισσα ἐσηκώθη καὶ ἔστρεψε τὸ βλέμμα πρὸς τὸ παράθυρον. Ὁ Ναπολέων εἶχε φθάσει ἡ ὥρα, καὶ ὁ ἄγγελος τῆς σιωπῆς ἀφῆκε τὴν αἴθουσαν γεμάτην ἀπὸ τὴν σκιὰν τῆς νυκτός. — Μὴ φοβεῖσθε, κυρία μου, ὁ Ναπολέων ἦτο πιστὸς φύλαξ τῆς θύρας...: [556, 1796, 836, 1986]
- feuilleton1-title-row: [150, 1632, 550, 1663]
- column-rule: [552, 1700, 553, 2190]
- social-heading: ΚΟΙΝΩΝΙΚΑ: [546, 95, 796, 122]
- shipping-heading: ΕΛΛΗΝ. ΑΤΜΟΠΛΟΪΑ Ι. Κ. ΛΥΚΟΥΡΓ: [77, 453, 295, 465]
- kiosk-ad: [546, 358, 796, 599]
- petrol-engine-heading: ΠΕΤΡΕΛΑΙΟΜΗΧΑΝΑΙ: [546, 607, 796, 628]
